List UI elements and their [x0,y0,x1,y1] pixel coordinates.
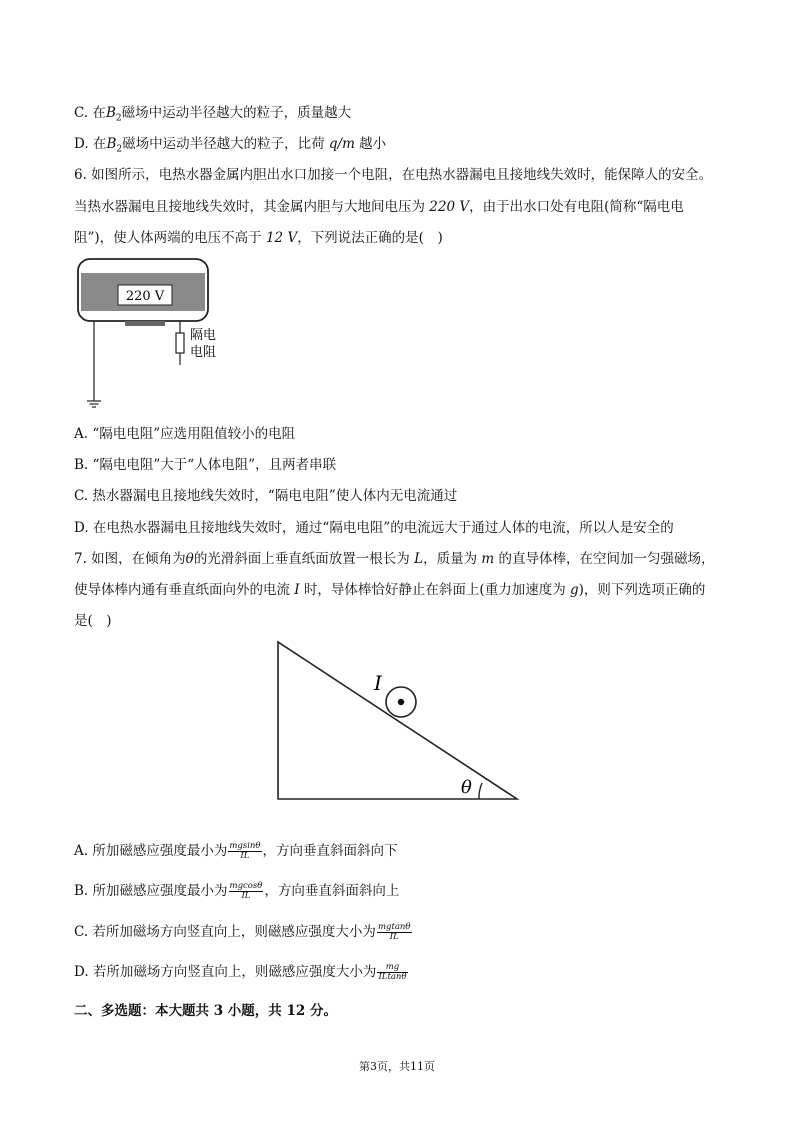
incline-triangle [278,642,517,799]
q7-option-d: D. 若所加磁场方向竖直向上，则磁感应强度大小为 $\frac{mg}{ILtan\theta}$ [74,962,407,982]
q5-option-d: D. 在$B_2$磁场中运动半径越大的粒子，比荷 q/m 越小 [74,136,387,155]
q6-option-c: C. 热水器漏电且接地线失效时，“隔电电阻”使人体内无电流通过 [74,488,458,504]
q6-stem-line3: 阻”)，使人体两端的电压不高于 12 V，下列说法正确的是( ) [74,230,443,246]
fraction: $\frac{mgsin\theta}{IL}$ [229,841,261,861]
q7-option-c: C. 若所加磁场方向竖直向上，则磁感应强度大小为 $\frac{mgtan\theta}{IL}$ [74,922,411,942]
q6-stem-line2: 当热水器漏电且接地线失效时，其金属内胆与大地间电压为 220 V，由于出水口处有电阻(简称“隔电电 [74,199,684,215]
angle-label: θ [461,777,472,798]
q6-option-b: B. “隔电电阻”大于“人体电阻”，且两者串联 [74,457,337,473]
current-label: I [374,671,382,695]
fraction: $\frac{mg}{ILtan\theta}$ [378,962,407,982]
voltage-label: 220 V [125,289,165,304]
water-outlet [125,321,165,326]
isolation-resistor [176,333,184,353]
page-footer: 第3页，共11页 [359,1060,435,1073]
fraction: $\frac{mgtan\theta}{IL}$ [377,922,411,942]
resistor-label-line1: 隔电 [190,328,217,343]
q7-option-a: A. 所加磁感应强度最小为 $\frac{mgsin\theta}{IL}$ ，方向垂直斜面斜向下 [74,841,398,861]
water-heater-diagram [70,255,230,415]
fraction: $\frac{mgcos\theta}{IL}$ [229,881,263,901]
resistor-label-line2: 电阻 [190,345,217,360]
section-heading: 二、多选题：本大题共 3 小题，共 12 分。 [74,1003,337,1019]
q7-option-b: B. 所加磁感应强度最小为 $\frac{mgcos\theta}{IL}$ ，方向垂直斜面斜向上 [74,881,400,901]
q7-stem-line1: 7. 如图，在倾角为θ的光滑斜面上垂直纸面放置一根长为 L，质量为 m 的直导体棒，在空间加一匀强磁场， [74,551,715,567]
q6-option-a: A. “隔电电阻”应选用阻值较小的电阻 [74,426,296,442]
angle-arc [479,783,482,799]
q7-stem-line3: 是( ) [74,613,112,629]
q7-stem-line2: 使导体棒内通有垂直纸面向外的电流 I 时，导体棒恰好静止在斜面上(重力加速度为 g)，则下列选项正确的 [74,582,706,598]
current-out-of-page-dot [398,699,404,705]
incline-diagram [270,638,530,808]
q6-stem-line1: 6. 如图所示，电热水器金属内胆出水口加接一个电阻，在电热水器漏电且接地线失效时，能保障人的安全。 [74,167,713,183]
q6-option-d: D. 在电热水器漏电且接地线失效时，通过“隔电电阻”的电流远大于通过人体的电流，所以人是安全的 [74,520,674,536]
q5-option-c: C. 在$B_2$磁场中运动半径越大的粒子，质量越大 [74,105,352,124]
